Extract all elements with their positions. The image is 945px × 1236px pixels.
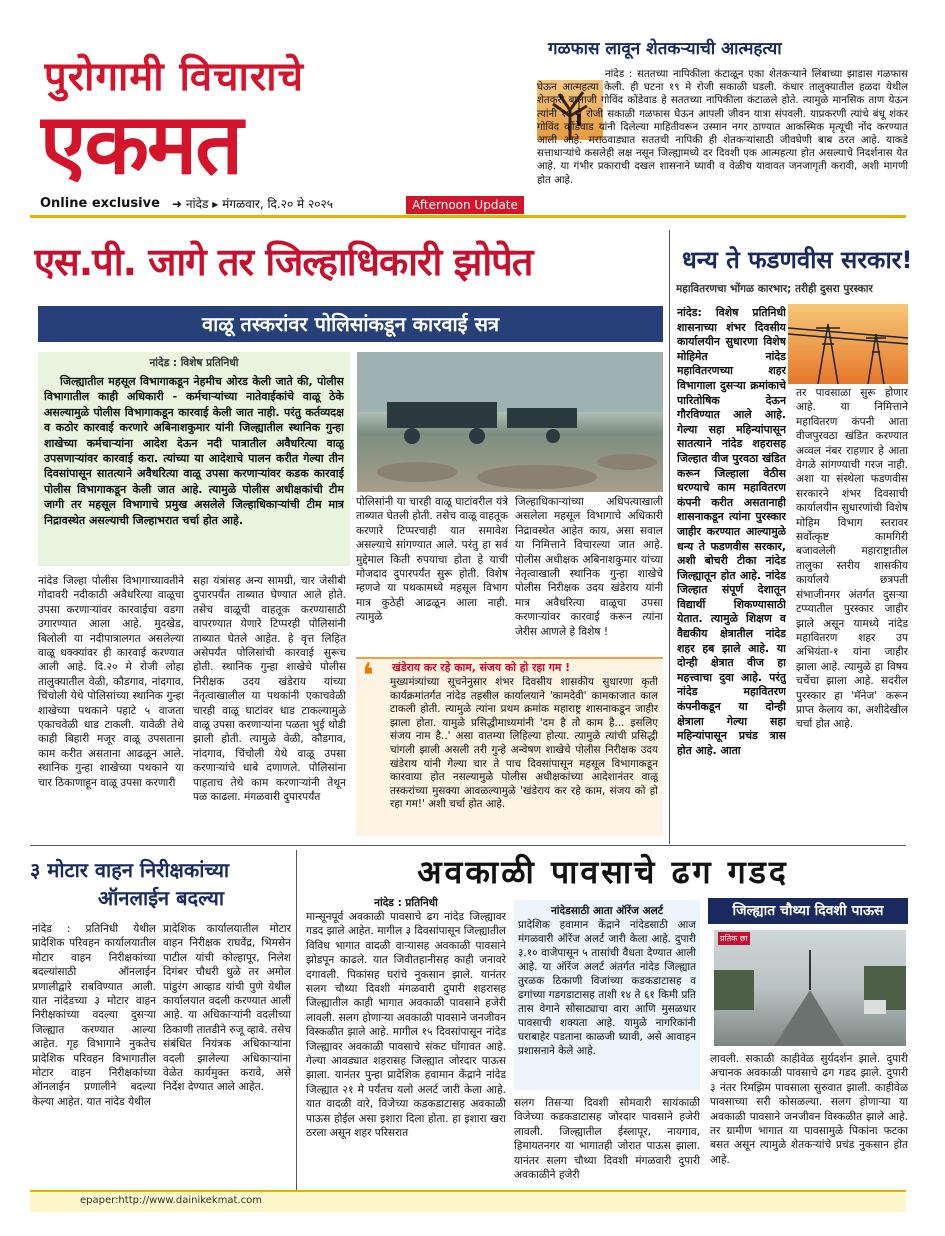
online-exclusive-label: Online exclusive <box>40 196 160 211</box>
photo-tag: प्रतिक छा <box>720 934 748 943</box>
masthead-logo: एकमत <box>40 96 242 192</box>
sp-subheadline: वाळू तस्करांवर पोलिसांकडून कारवाई सत्र <box>201 312 500 336</box>
fadnavis-col1: नांदेड: विशेष प्रतिनिधी शासनाच्या शंभर दिवसीय कार्यालयीन सुधारणा विशेष मोहिमेत नांदेड महावितरणच्या शहर विभागाला दुसऱ्या क्रमांकाचे पारितोषिक देऊन गौरविण्यात आले आहे. गेल्या सहा महिन्यांपासून सातत्याने नांदेड शहरासह जिल्हात वीज पुरवठा खंडित करून जिल्हाला वेठीस धरण्याचे काम महावितरण कंपनी करीत असतानाही शासनाकडून त्यांना पुरस्कार जाहीर करण्यात आल्यामुळे धन्य ते फडणवीस सरकार, अशी बोचरी टीका नांदेड जिल्ह्यातून होत आहे. नांदेड जिल्हात संपूर्ण देशातून विद्यार्थी शिकण्यासाठी येतात. त्यामुळे शिक्षण व वैद्यकीय क्षेत्रातील नांदेड शहर हब झाले आहे. या दोन्ही क्षेत्रात वीज हा महत्त्वाचा दुवा आहे. परंतु नांदेड महावितरण कंपनीकडून या दोन्ही क्षेत्राला गेल्या सहा महिन्यांपासून प्रचंड त्रास होत आहे. आता <box>677 306 786 757</box>
afternoon-update-badge: Afternoon Update <box>406 196 524 214</box>
rto-headline-1: ३ मोटार वाहन निरीक्षकांच्या <box>30 858 230 882</box>
epaper-link[interactable]: epaper:http://www.dainikekmat.com <box>80 1195 262 1206</box>
suicide-headline: गळफास लावून शेतकऱ्याची आत्महत्या <box>548 39 782 59</box>
rto-divider <box>296 850 297 1190</box>
fadnavis-headline: धन्य ते फडणवीस सरकार! <box>682 246 912 274</box>
rto-col2: प्रादेशिक कार्यालयातील मोटार वाहन निरीक्षक राघवेंद्र, भिमसेन पाटील यांची कोल्हापूर, निलेश दिगंबर चौधरी धुळे तर अमोल पांडुरंग आव्हाड यांची पुणे येथील कार्यालयात वदली करण्यात आली आहे. या अधिकाऱ्यांनी वदलीच्या ठिकाणी तातडीने रुजू व्हावे. तसेच संबंधित नियंत्रक अधिकाऱ्यांना वदली झालेल्या अधिकाऱ्यांना वेळेत कार्यमुक्त करावे, असे निर्देश देण्यात आले आहेत. <box>163 923 291 1094</box>
rain-col3: लावली. सकाळी काहीवेळ सुर्यदर्शन झाले. दुपारी अचानक अवकाळी पावसाचे ढग गडद झाले. दुपारी ३ नंतर रिमझिम पावसाला सुरुवात झाली. काहीवेळ पावसाच्या सरी कोसळल्या. सलग होणाऱ्या या अवकाळी पावसाने जनजीवन विस्कळीत झाले आहे. तर ग्रामीण भागात या पावसामुळे पिकांना फटका बसत असून त्यामुळे शेतकऱ्यांचे प्रचंड नुकसान होत आहे. <box>710 1053 908 1166</box>
orange-alert-title: नांदेडसाठी आता ऑरेंज अलर्ट <box>550 905 664 917</box>
sp-col3: पोलिसांनी या चारही वाळू घाटांवरील यंत्रे ताब्यात घेतली होती. तसेच वाळू वाहतूक करणारे टिप्परचाही यात समावेश असल्याचे सांगण्यात आले. परंतु हा सर्व मुद्देमाल किती रुपयाचा होता हे याची मोजदाद दुपारपर्यंत सुरू होती. विशेष म्हणजे या पथकामध्ये महसूल विभाग मात्र कुठेही आढळून आला नाही. त्यामुळे <box>356 496 508 624</box>
sp-col1: नांदेड जिल्हा पोलीस विभागाच्यावतीने गोदावरी नदीकाठी अवैधरित्या वाळूचा उपसा करणाऱ्यांवर कारवाईचा वडगा उगारण्यात आला आहे. मुदखेड, बिलोली या नदीपात्रालगत असलेल्या वाळू धक्क्यांवर ही कारवाई करण्यात आली आहे. दि.२० मे रोजी लोहा तालुक्यातील वेळी, कौडगाव, नांदगाव, चिंचोली येथे पोलिसांच्या स्थानिक गुन्हा शाखेच्या पथकाने पहाटे ५ वाजता एकाचवेळी धाड टाकली. यावेळी तेथे काही बिहारी मजूर वाळू उपसताना काम करीत असताना आढळून आले. स्थानिक गुन्हा शाखेच्या पथकाने या चार ठिकाणाहून वाळू उपसा करणारी <box>38 575 184 789</box>
rain-col2: सलग तिसऱ्या दिवशी सोमवारी सायंकाळी विजेच्या कडकडाटासह जोरदार पावसाने हजेरी लावली. जिल्ह्यातील ईस्लापूर, नायगाव, हिमायतनगर या भागातही जोरात पाऊस झाला. यानंतर सलग चौथ्या दिवशी मंगळवारी दुपारी अवकाळीने हजेरी <box>514 1097 700 1182</box>
orange-alert-body: प्रादेशिक हवामान केंद्राने नांदेडसाठी आज मंगळवारी ऑरेंज अलर्ट जारी केला आहे. दुपारी ३.१० वाजेपासून ५ तासांची वैधता देण्यात आली आहे. या ऑरेंज अलर्ट अंतर्गत नांदेड जिल्ह्यात तुरळक ठिकाणी विजांच्या कडकडाटासह व ढगांच्या गडगडाटासह ताशी १४ ते ६१ किमी प्रति तास वेगाने सोसाट्याचा वारा आणि मुसळधार पावसाची शक्यता आहे. यामुळे नागरिकांनी घराबाहेर पडताना काळजी घ्यावी, असे आवाहन प्रशासनाने केले आहे. <box>518 919 696 1057</box>
suicide-body: नांदेड : सततच्या नापिकीला कंटाळून एका शेतकऱ्याने लिंबाच्या झाडास गळफास घेऊन आत्महत्या केली. ही घटना १९ मे रोजी सकाळी घडली. कंधार तालुक्यातील हळदा येथील शेतकरी बालाजी गोविंद कोंडेवाड हे सततच्या नापिकीला कंटाळले होते. त्यामुळे मानसिक ताण येऊन त्यांनी १९ मे रोजी सकाळी गळफास घेऊन आपली जीवन यात्रा संपवली. याप्रकरणी त्यांचे बंधू शंकर गोविंद कोंडेवाड यांनी दिलेल्या माहितीवरून उस्मान नगर ठाण्यात आकस्मिक मृत्यूची नोंद करण्यात आली आहे. मराठवाड्यात सततची नापिकी ही शेतकऱ्यांसाठी जीवघेणी बाब ठरत आहे. याकडे सत्ताधाऱ्यांचे कसलेही लक्ष नसून जिल्ह्यामध्ये दर दिवशी एक आत्महत्या होत असल्याचे निदर्शनास येत आहे. या गंभीर प्रकाराची दखल शासनाने घ्यावी व वेळीच यावावत जनजागृती करावी, अशी मागणी होत आहे. <box>537 69 908 186</box>
sp-col2: सहा यंत्रांसह अन्य सामग्री, चार जेसीबी दुपारपर्यंत ताब्यात घेण्यात आले होते. तसेच वाळूची वाहतूक करण्यासाठी वापरण्यात येणारे टिप्परही पोलिसांनी ताब्यात घेतले आहेत. हे वृत्त लिहित असेपर्यंत पोलिसांची कारवाई सुरूच होती. स्थानिक गुन्हा शाखेचे पोलीस निरीक्षक उदय खंडेराय यांच्या नेतृत्वाखालील या पथकांनी एकाचवेळी चारही वाळू घाटांवर धाड टाकल्यामुळे वाळू उपसा करणाऱ्यांना पळता भुई थोडी झाली होती. त्यामुळे वेळी, कौडगाव, नांदगाव, चिंचोली येथे वाळू उपसा करणाऱ्यांचे धाबे दणाणले. पोलिसांना पाहताच तेथे काम करणाऱ्यांनी तेथून पळ काढला. मंगळवारी दुपारपर्यंत <box>193 575 346 804</box>
sp-col4: जिल्हाधिकाऱ्यांच्या अधिपत्याखाली असलेला महसूल विभागाचे अधिकारी निद्रावस्थेत आहेत काय, असा सवाल या निमित्ताने विचारल्या जात आहे. पोलीस अधीक्षक अबिनाशकुमार यांच्या नेतृत्वाखाली स्थानिक गुन्हा शाखेचे पोलीस निरीक्षक उदय खंडेराय यांनी मात्र अवैधरित्या वाळूचा उपसा करणाऱ्यांवर कारवाई करून त्यांना जेरीस आणले हे विशेष ! <box>515 496 663 638</box>
quote-title: खंडेराय कर रहे काम, संजय को हो रहा गम ! <box>392 661 571 674</box>
fadnavis-subheadline: महावितरणचा भोंगळ कारभार; तरीही दुसरा पुरस्कार <box>676 283 873 295</box>
sp-headline: एस.पी. जागे तर जिल्हाधिकारी झोपेत <box>34 240 533 284</box>
sp-lead: जिल्ह्यातील महसूल विभागाकडून नेहमीच ओरड केली जाते की, पोलीस विभागातील काही अधिकारी - कर्मचाऱ्यांच्या नातेवाईकांचे वाळू ठेके असल्यामुळे पोलीस विभागाकडून कारवाई केली जात नाही. परंतु कर्तव्यदक्ष व कठोर कारवाई करणारे अबिनाशकुमार यांनी जिल्ह्यातील स्थानिक गुन्हा शाखेच्या कर्मचाऱ्यांना आदेश देऊन नदी पात्रातील अवैधरित्या वाळू उपसणाऱ्यांवर कारवाई करा. त्यांच्या या आदेशाचे पालन करीत गेल्या तीन दिवसांपासून सातत्याने अवैधरित्या वाळू उपसा करणाऱ्यांवर कडक कारवाई पोलीस विभागाकडून केली जात आहे. त्यामुळे पोलीस अधीक्षकांची टीम जागी तर महसूल विभागाचे प्रमुख असलेले जिल्हाधिकाऱ्यांची टीम मात्र निद्रावस्थेत असल्याची जिल्हाभरात चर्चा होत आहे. <box>44 375 344 527</box>
rto-headline-2: ऑनलाईन बदल्या <box>97 886 225 910</box>
rain-headline: अवकाळी पावसाचे ढग गडद <box>417 853 789 891</box>
power-tower-photo <box>788 304 908 384</box>
rto-col1: नांदेड : प्रतिनिधी येथील प्रादेशिक परिवहन कार्यालयातील मोटार वाहन निरीक्षकांच्या बदल्यांसाठी ऑनलाईन प्रणालीद्वारे राबविण्यात आली. यात नांदेडच्या ३ मोटार वाहन निरीक्षकांच्या वदल्या दुसऱ्या जिल्ह्यात करण्यात आल्या आहेत. गृह विभागाने नुकतेच प्रादेशिक परिवहन विभागातील मोटार वाहन निरीक्षकांच्या ऑनलाईन प्रणालीने बदल्या केल्या आहेत. यात नांदेड येथील <box>32 923 156 1108</box>
rain-street-photo <box>714 930 906 1046</box>
quote-body: मुख्यमंत्र्यांच्या सूचनेनुसार शंभर दिवसीय शासकीय सुधारणा कृती कार्यक्रमांतर्गत नांदेड तहसील कार्यालयाने 'कामदेवी' कामकाजात काल टाकली होती. त्यामुळे त्यांना प्रथम क्रमांक महाराष्ट्र शासनाकडून जाहीर झाला होता. यामुळे प्रसिद्धीमाध्यमांनी 'दम है तो काम है... इसलिए संजय नाम है..' असा वातम्या लिहिल्या होत्या. त्यामुळे त्यांची प्रसिद्धी चांगली झाली असली तरी गुन्हे अन्वेषण शाखेचे पोलीस निरीक्षक उदय खंडेराय यांनी गेल्या चार ते पाच दिवसांपासून महसूल विभागाकडून कारवाया होत नसल्यामुळे पोलीस अधीक्षकांच्या आदेशानंतर वाळू तस्करांच्या मुसक्या आवळल्यामुळे 'खंडेराय कर रहे काम, संजय को हो रहा गम!' अशी चर्चा होत आहे. <box>390 676 658 811</box>
fadnavis-col2: तर पावसाळा सुरू होणार आहे. या निमित्ताने महावितरण कंपनी आता वीजपुरवठा खंडित करण्यात अव्वल नंबर राहणार हे आता वेगळे सांगण्याची गरज नाही. अशा या संस्थेला फडणवीस सरकारने शंभर दिवसाची कार्यालयीन सुधारणांची विशेष मोहिम विभाग स्तरावर सर्वोत्कृष्ट कामगिरी बजावलेली महाराष्ट्रातील तालुका स्तरीय शासकीय कार्यालये छत्रपती संभाजीनगर अंतर्गत दुसऱ्या टप्प्यातील पुरस्कार जाहीर झाले असून यामध्ये नांदेड महावितरण शहर उप अभियंता-१ यांना जाहीर झाला आहे. त्यामुळे हा विषय चर्चेचा झाला आहे. सदरील पुरस्कार हा 'मॅनेज' करून प्राप्त केलाय का, अशीदेखील चर्चा होत आहे. <box>796 387 908 731</box>
rain-col1: मान्सूनपूर्व अवकाळी पावसाचे ढग नांदेड जिल्ह्यावर गडद झाले आहेत. मागील ३ दिवसांपासून जिल्ह्यातील विविध भागात वादळी वाऱ्यासह अवकाळी पावसाने झोडपून काढले. यात जिवीतहानीसह काही जनावरे दगावली. पिकांसह घरांचे नुकसान झाले. यानंतर सलग चौथ्या दिवशी मंगळवारी दुपारी शहरासह जिल्ह्यातील काही भागात अवकाळी पावसाने हजेरी लावली. सलग होणाऱ्या अवकाळी पावसाने जनजीवन विस्कळीत झाले आहे. मागील १५ दिवसांपासून नांदेड जिल्ह्यावर अवकाळी पावसाचे संकट घोंगावत आहे. गेल्या आवड्यात शहरासह जिल्ह्यात जोरदार पाऊस झाला. यानंतर पुन्हा प्रादेशिक हवामान केंद्राने नांदेड जिल्ह्यात २१ मे पर्यंतच यलो अलर्ट जारी केला आहे. यात वादळी वारे, विजेच्या कडकडाटासह अवकाळी पाऊस होईल असा इशारा दिला होता. हा इशारा खरा ठरला असून शहर परिसरात <box>306 911 506 1140</box>
header-divider <box>30 215 906 218</box>
sidebox-title: जिल्ह्यात चौथ्या दिवशी पाऊस <box>732 903 884 919</box>
rain-byline: नांदेड : प्रतिनिधी <box>374 897 438 909</box>
column-divider <box>669 230 670 844</box>
masthead-tagline: पुरोगामी विचाराचे <box>44 54 305 100</box>
sand-mining-photo <box>357 352 663 492</box>
dateline: ➜ नांदेड ▸ मंगळवार, दि.२० मे २०२५ <box>172 197 333 211</box>
quote-mark-icon: ❛ <box>362 656 374 696</box>
sp-byline: नांदेड : विशेष प्रतिनिधी <box>149 357 239 369</box>
row-divider <box>30 845 906 846</box>
